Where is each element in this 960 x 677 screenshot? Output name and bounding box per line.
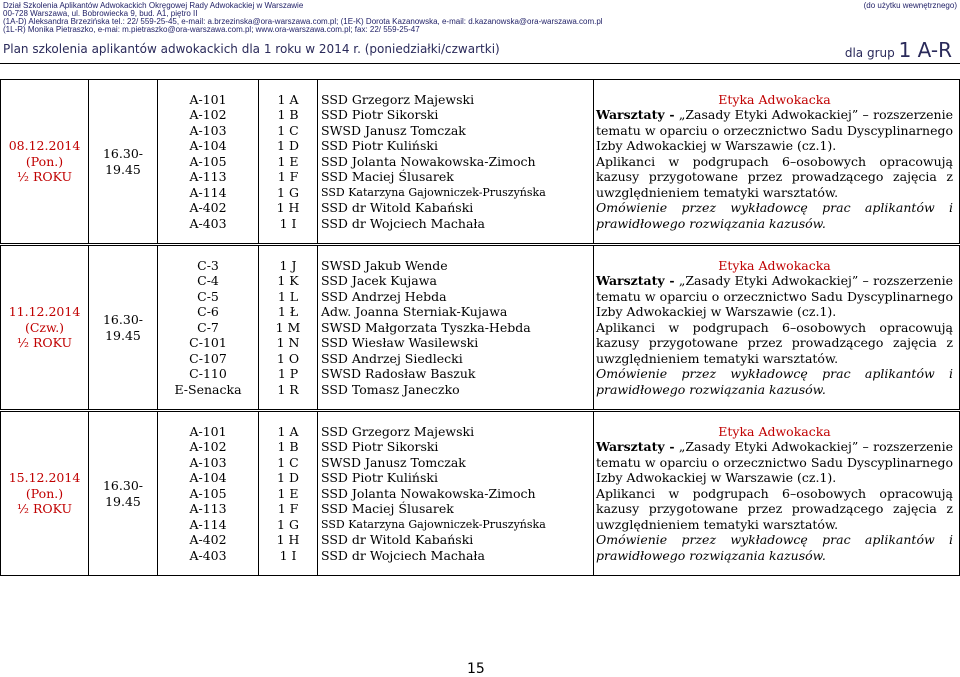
room: C-110 — [189, 366, 227, 382]
time-cell: 16.30-19.45 — [89, 412, 158, 576]
room: C-4 — [197, 273, 219, 289]
group: 1 Ł — [277, 304, 299, 320]
discussion-text: Omówienie przez wykładowcę prac aplikantów i prawidłowego rozwiązania kazusów. — [596, 200, 953, 231]
group-value: 1 A-R — [898, 38, 952, 62]
workshop-description — [596, 107, 953, 154]
room: A-101 — [189, 91, 227, 107]
weekday: (Czw.) — [24, 319, 65, 335]
group: 1 E — [277, 485, 299, 501]
lecturer: SSD Piotr Sikorski — [321, 439, 439, 455]
description-cell — [594, 246, 960, 410]
lecturer: SSD Jolanta Nowakowska-Zimoch — [321, 153, 536, 169]
room: C-6 — [197, 304, 219, 320]
group-label: dla grup — [844, 46, 895, 60]
lecturer: SSD Piotr Kuliński — [321, 470, 438, 486]
header-line-1: Dział Szkolenia Aplikantów Adwokackich Okręgowej Rady Adwokackiej w Warszawie — [3, 1, 304, 10]
room: A-113 — [189, 501, 227, 517]
date-cell — [1, 412, 89, 576]
lecturer: SSD dr Witold Kabański — [321, 532, 474, 548]
internal-use-note: (do użytku wewnętrznego) — [863, 1, 957, 10]
lecturers-cell — [318, 412, 594, 576]
group: 1 D — [277, 138, 299, 154]
lecturer: SSD Andrzej Hebda — [321, 288, 447, 304]
lecturer: SWSD Małgorzata Tyszka-Hebda — [321, 319, 531, 335]
workshop-text: „Zasady Etyki Adwokackiej” – rozszerzenie tematu w oparciu o orzecznictwo Sadu Dyscyplinarnego Izby Adwokackiej w Warszawie (cz.1). — [596, 273, 953, 320]
room: A-402 — [189, 532, 227, 548]
description-cell — [594, 412, 960, 576]
room: C-7 — [197, 319, 219, 335]
room: A-114 — [189, 184, 227, 200]
room: A-103 — [189, 454, 227, 470]
time-cell: 16.30-19.45 — [89, 80, 158, 244]
group: 1 D — [277, 470, 299, 486]
groups-text: Aplikanci w podgrupach 6–osobowych opracowują kazusy przygotowane przez prowadzącego zajęcia z uwzględnieniem tematyki warsztatów. — [596, 485, 953, 532]
room: A-101 — [189, 423, 227, 439]
room: A-114 — [189, 516, 227, 532]
room: A-105 — [189, 485, 227, 501]
group: 1 N — [276, 335, 300, 351]
group: 1 I — [279, 215, 297, 231]
group: 1 A — [277, 423, 299, 439]
header-line-2: 00-728 Warszawa, ul. Bobrowiecka 9, bud. A1, piętro II — [3, 9, 198, 18]
lecturer: SWSD Janusz Tomczak — [321, 122, 466, 138]
groups-cell — [259, 80, 318, 244]
description-cell — [594, 80, 960, 244]
schedule-row-1 — [0, 79, 960, 244]
lecturer: SSD Maciej Ślusarek — [321, 169, 454, 185]
page-number: 15 — [467, 661, 485, 677]
room: A-103 — [189, 122, 227, 138]
lecturer: SSD Andrzej Siedlecki — [321, 350, 463, 366]
lecturer: SSD Jolanta Nowakowska-Zimoch — [321, 485, 536, 501]
room: C-5 — [197, 288, 219, 304]
workshop-description — [596, 439, 953, 486]
date: 11.12.2014 — [8, 304, 81, 320]
room: C-107 — [189, 350, 227, 366]
date-cell — [1, 246, 89, 410]
schedule-row-3 — [0, 411, 960, 576]
group: 1 C — [277, 122, 299, 138]
workshop-label: Warsztaty - — [596, 273, 675, 289]
lecturer: SSD Grzegorz Majewski — [321, 91, 475, 107]
group: 1 C — [277, 454, 299, 470]
workshop-text: „Zasady Etyki Adwokackiej” – rozszerzenie tematu w oparciu o orzecznictwo Sadu Dyscyplinarnego Izby Adwokackiej w Warszawie (cz.1). — [596, 439, 953, 486]
room: A-104 — [189, 138, 227, 154]
group: 1 H — [276, 200, 300, 216]
header-line-3: (1A-D) Aleksandra Brzezińska tel.: 22/ 559-25-45, e-mail: a.brzezinska@ora-warszawa.com.pl; (1E-K) Dorota Kazanowska, e-mail: d.kazanowska@ora-warszawa.com.pl — [3, 17, 603, 26]
groups-cell — [259, 412, 318, 576]
lecturer: SSD Katarzyna Gajowniczek-Pruszyńska — [321, 517, 546, 531]
room: C-101 — [189, 335, 227, 351]
time-cell: 16.30-19.45 — [89, 246, 158, 410]
room: A-102 — [189, 439, 227, 455]
lecturer: Adw. Joanna Sterniak-Kujawa — [321, 304, 508, 320]
group-label-block — [845, 38, 952, 62]
weekday: (Pon.) — [25, 153, 64, 169]
room: A-104 — [189, 470, 227, 486]
group: 1 O — [276, 350, 300, 366]
lecturer: SSD dr Witold Kabański — [321, 200, 474, 216]
lecturer: SSD Grzegorz Majewski — [321, 423, 475, 439]
lecturer: SSD Piotr Sikorski — [321, 107, 439, 123]
room: A-113 — [189, 169, 227, 185]
group: 1 F — [277, 501, 299, 517]
room: A-105 — [189, 153, 227, 169]
workshop-text: „Zasady Etyki Adwokackiej” – rozszerzenie tematu w oparciu o orzecznictwo Sadu Dyscyplinarnego Izby Adwokackiej w Warszawie (cz.1). — [596, 107, 953, 154]
group: 1 G — [277, 184, 299, 200]
group: 1 I — [279, 547, 297, 563]
weekday: (Pon.) — [25, 485, 64, 501]
year-part: ½ ROKU — [16, 335, 73, 351]
topic-title: Etyka Adwokacka — [718, 257, 831, 273]
group: 1 L — [277, 288, 299, 304]
lecturer: SWSD Janusz Tomczak — [321, 454, 466, 470]
room: A-403 — [189, 215, 227, 231]
room: A-402 — [189, 200, 227, 216]
room: E-Senacka — [174, 381, 242, 397]
lecturer: SSD Tomasz Janeczko — [321, 381, 460, 397]
room: C-3 — [197, 257, 219, 273]
rooms-cell — [158, 80, 259, 244]
year-part: ½ ROKU — [16, 169, 73, 185]
topic-title: Etyka Adwokacka — [718, 423, 831, 439]
group: 1 B — [277, 439, 299, 455]
date: 08.12.2014 — [8, 138, 81, 154]
groups-text: Aplikanci w podgrupach 6–osobowych opracowują kazusy przygotowane przez prowadzącego zajęcia z uwzględnieniem tematyki warsztatów. — [596, 153, 953, 200]
lecturer: SSD Maciej Ślusarek — [321, 501, 454, 517]
topic-title: Etyka Adwokacka — [718, 91, 831, 107]
group: 1 R — [277, 381, 299, 397]
lecturer: SSD Piotr Kuliński — [321, 138, 438, 154]
group: 1 J — [279, 257, 297, 273]
lecturer: SSD dr Wojciech Machała — [321, 547, 485, 563]
date-cell — [1, 80, 89, 244]
rooms-cell — [158, 412, 259, 576]
group: 1 B — [277, 107, 299, 123]
groups-text: Aplikanci w podgrupach 6–osobowych opracowują kazusy przygotowane przez prowadzącego zajęcia z uwzględnieniem tematyki warsztatów. — [596, 319, 953, 366]
lecturer: SSD Jacek Kujawa — [321, 273, 437, 289]
discussion-text: Omówienie przez wykładowcę prac aplikantów i prawidłowego rozwiązania kazusów. — [596, 366, 953, 397]
group: 1 K — [277, 273, 299, 289]
plan-title: Plan szkolenia aplikantów adwokackich dla 1 roku w 2014 r. (poniedziałki/czwartki) — [3, 42, 500, 56]
lecturer: SSD dr Wojciech Machała — [321, 215, 485, 231]
discussion-text: Omówienie przez wykładowcę prac aplikantów i prawidłowego rozwiązania kazusów. — [596, 532, 953, 563]
group: 1 M — [275, 319, 301, 335]
schedule-row-2 — [0, 245, 960, 410]
year-part: ½ ROKU — [16, 501, 73, 517]
workshop-label: Warsztaty - — [596, 439, 675, 455]
lecturers-cell — [318, 80, 594, 244]
lecturers-cell — [318, 246, 594, 410]
room: A-102 — [189, 107, 227, 123]
lecturer: SWSD Jakub Wende — [321, 257, 448, 273]
date: 15.12.2014 — [8, 470, 81, 486]
lecturer: SSD Wiesław Wasilewski — [321, 335, 479, 351]
header-divider — [0, 63, 960, 64]
group: 1 A — [277, 91, 299, 107]
group: 1 H — [276, 532, 300, 548]
workshop-label: Warsztaty - — [596, 107, 675, 123]
header-line-4: (1L-R) Monika Pietraszko, e-mai: m.pietraszko@ora-warszawa.com.pl; www.ora-warszawa.com.pl; fax: 22/ 559-25-47 — [3, 25, 420, 34]
group: 1 E — [277, 153, 299, 169]
group: 1 G — [277, 516, 299, 532]
group: 1 P — [277, 366, 299, 382]
room: A-403 — [189, 547, 227, 563]
workshop-description — [596, 273, 953, 320]
lecturer: SWSD Radosław Baszuk — [321, 366, 476, 382]
rooms-cell — [158, 246, 259, 410]
group: 1 F — [277, 169, 299, 185]
groups-cell — [259, 246, 318, 410]
lecturer: SSD Katarzyna Gajowniczek-Pruszyńska — [321, 185, 546, 199]
